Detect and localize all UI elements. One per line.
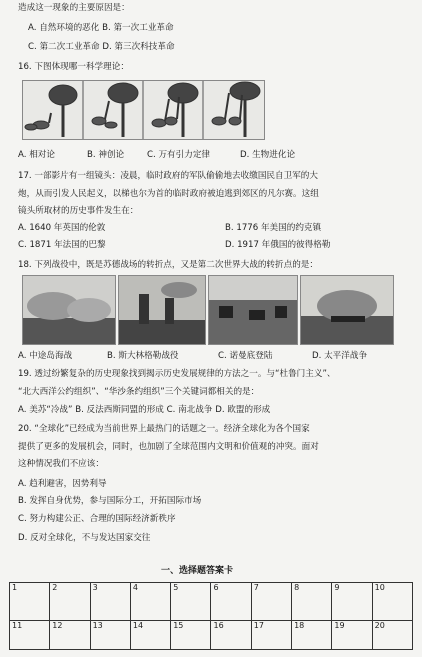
q17-option-d: D. 1917 年俄国的彼得格勒 (225, 240, 331, 250)
q20-stem-line1: 20. “全球化”已经成为当前世界上最热门的话题之一。经济全球化为各个国家 (18, 424, 310, 434)
answer-cell[interactable]: 11 (10, 620, 50, 649)
battle-photo-1 (22, 275, 116, 345)
answer-cell[interactable]: 12 (50, 620, 90, 649)
answer-cell[interactable]: 16 (211, 620, 251, 649)
answer-cell[interactable]: 8 (292, 583, 332, 621)
soldiers-photo-drawing (119, 276, 205, 344)
battle-photo-2 (118, 275, 206, 345)
battle-photo-3 (208, 275, 298, 345)
answer-cell[interactable]: 4 (130, 583, 170, 621)
answer-card-title: 一、选择题答案卡 (161, 566, 234, 576)
q19-stem-line1: 19. 透过纷繁复杂的历史现象找到揭示历史发展规律的方法之一。与“杜鲁门主义”、 (18, 369, 336, 379)
answer-row-1 (10, 583, 413, 621)
smoke-photo-drawing (23, 276, 115, 344)
q18-option-c: C. 诺曼底登陆 (218, 351, 273, 361)
q17-stem-line2: 炮，从而引发人民起义，以梯也尔为首的临时政府被迫逃到郊区的凡尔赛。这组 (18, 189, 319, 199)
q18-stem: 18. 下列战役中，既是苏德战场的转折点，又是第二次世界大战的转折点的是： (18, 260, 318, 270)
q20-stem-line2: 提供了更多的发展机会，同时，也加剧了全球范围内文明和价值观的冲突。面对 (18, 442, 319, 452)
q20-stem-line3: 这种情况我们不应该： (18, 459, 104, 469)
q16-option-b: B. 神创论 (87, 150, 125, 160)
q20-option-a: A. 趋利避害，因势利导 (18, 479, 107, 489)
q17-stem-line3: 镜头所取材的历史事件发生在： (18, 206, 139, 216)
answer-cell[interactable]: 2 (50, 583, 90, 621)
q16-option-a: A. 相对论 (18, 150, 55, 160)
answer-cell[interactable]: 19 (332, 620, 372, 649)
answer-cell[interactable]: 17 (251, 620, 291, 649)
q17-option-b: B. 1776 年美国的约克镇 (225, 223, 322, 233)
q16-option-c: C. 万有引力定律 (147, 150, 211, 160)
answer-cell[interactable]: 3 (90, 583, 130, 621)
q17-option-a: A. 1640 年英国的伦敦 (18, 223, 106, 233)
evolution-giraffe-illustration (22, 80, 265, 140)
answer-cell[interactable]: 20 (372, 620, 412, 649)
q18-option-a: A. 中途岛海战 (18, 351, 73, 361)
answer-cell[interactable]: 13 (90, 620, 130, 649)
q15-stem-tail: 造成这一现象的主要原因是： (18, 3, 130, 13)
q16-option-d: D. 生物进化论 (240, 150, 296, 160)
naval-photo-drawing (301, 276, 393, 344)
answer-cell[interactable]: 9 (332, 583, 372, 621)
answer-row-2 (10, 620, 413, 649)
answer-cell[interactable]: 15 (171, 620, 211, 649)
q15-options-ab: A. 自然环境的恶化 B. 第一次工业革命 (28, 23, 174, 33)
answer-cell[interactable]: 10 (372, 583, 412, 621)
answer-cell[interactable]: 7 (251, 583, 291, 621)
battle-photo-4 (300, 275, 394, 345)
landing-photo-drawing (209, 276, 297, 344)
q16-stem: 16. 下图体现哪一科学理论： (18, 62, 129, 72)
q19-stem-line2: “北大西洋公约组织”、“华沙条约组织”三个关键词都相关的是： (18, 387, 260, 397)
q17-option-c: C. 1871 年法国的巴黎 (18, 240, 106, 250)
answer-card-table (9, 582, 413, 650)
q20-option-c: C. 努力构建公正、合理的国际经济新秩序 (18, 514, 176, 524)
q17-stem-line1: 17. 一部影片有一组镜头：凌晨，临时政府的军队偷偷地去收缴国民自卫军的大 (18, 171, 318, 181)
q20-option-b: B. 发挥自身优势，参与国际分工，开拓国际市场 (18, 496, 202, 506)
q19-options: A. 美苏“冷战” B. 反法西斯同盟的形成 C. 南北战争 D. 欧盟的形成 (18, 405, 271, 415)
q18-option-b: B. 斯大林格勒战役 (107, 351, 179, 361)
q20-option-d: D. 反对全球化，不与发达国家交往 (18, 533, 151, 543)
answer-cell[interactable]: 5 (171, 583, 211, 621)
answer-cell[interactable]: 18 (292, 620, 332, 649)
answer-cell[interactable]: 6 (211, 583, 251, 621)
answer-cell[interactable]: 14 (130, 620, 170, 649)
q15-options-cd: C. 第二次工业革命 D. 第三次科技革命 (28, 42, 175, 52)
q18-option-d: D. 太平洋战争 (312, 351, 368, 361)
giraffe-evolution-drawing (23, 81, 264, 139)
answer-cell[interactable]: 1 (10, 583, 50, 621)
